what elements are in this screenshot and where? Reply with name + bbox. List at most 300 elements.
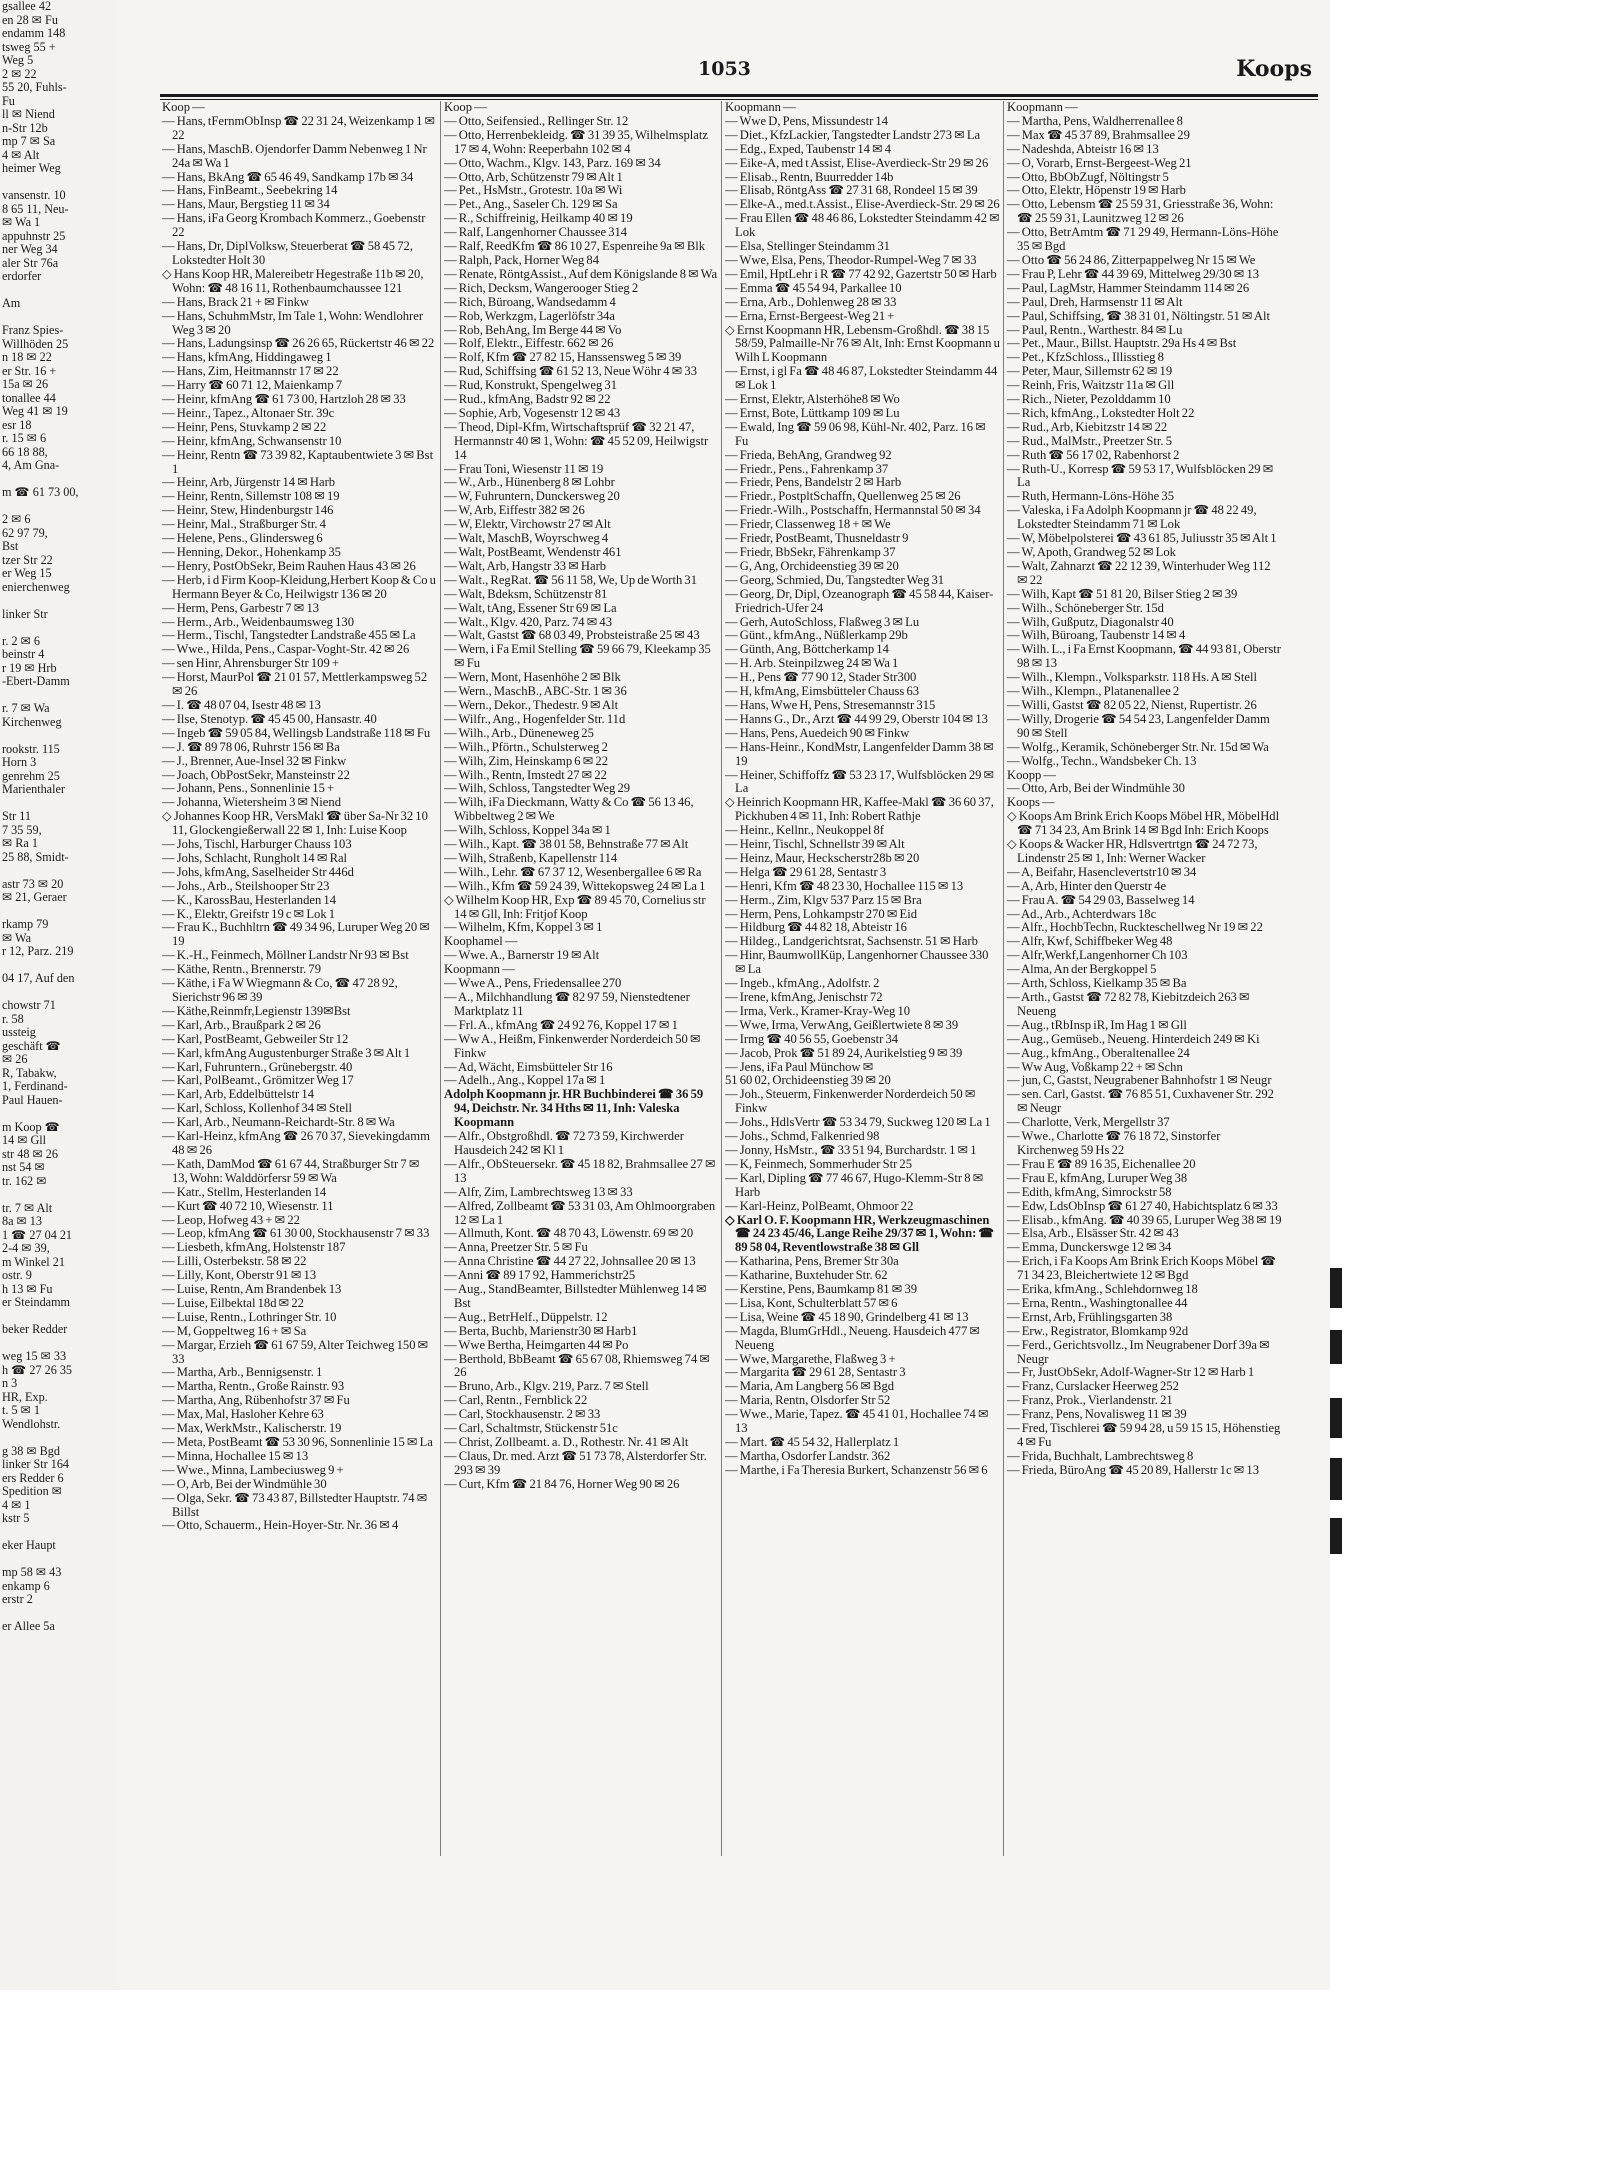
- directory-entry: — W, Apoth, Grandweg 52 ✉ Lok: [1007, 545, 1176, 559]
- directory-entry: — Christ, Zollbeamt. a. D., Rothestr. Nr. 41 ✉ Alt: [444, 1435, 689, 1449]
- directory-entry: — Walt, tAng, Essener Str 69 ✉ La: [444, 600, 617, 615]
- prev-page-fragment: beinstr 4: [2, 648, 45, 661]
- directory-entry: — Ruth, Hermann-Löns-Höhe 35: [1007, 489, 1174, 504]
- directory-entry: — Irene, kfmAng, Jenischstr 72: [725, 990, 883, 1004]
- directory-entry: — Walt, PostBeamt, Wendenstr 461: [444, 545, 622, 559]
- directory-entry: — Otto, Lebensm ☎ 25 59 31, Griesstraße 36, Wohn: ☎ 25 59 31, Launitzweg 12 ✉ 26: [1007, 197, 1274, 226]
- prev-page-fragment: ✉ 26: [2, 1053, 28, 1066]
- directory-entry: — Carl, Rentn., Fernblick 22: [444, 1393, 588, 1408]
- directory-entry: — Otto, Elektr, Höpenstr 19 ✉ Harb: [1007, 183, 1186, 198]
- prev-page-fragment: Spedition ✉: [2, 1485, 62, 1498]
- directory-entry: — Ralf, ReedKfm ☎ 86 10 27, Espenreihe 9a ✉ Blk: [444, 239, 706, 254]
- directory-entry: — K., KarossBau, Hesterlanden 14: [162, 892, 337, 907]
- directory-entry: — Karl-Heinz, PolBeamt, Ohmoor 22: [725, 1198, 914, 1213]
- directory-entry: — Jonny, HsMstr., ☎ 33 51 94, Burchardstr. 1 ✉ 1: [725, 1142, 977, 1157]
- directory-entry: — Arth, Schloss, Kielkamp 35 ✉ Ba: [1007, 976, 1187, 991]
- directory-entry: — Johann, Pens., Sonnenlinie 15 +: [162, 781, 335, 796]
- prev-page-fragment: endamm 148: [2, 27, 66, 40]
- directory-entry: — Hans, Brack 21 + ✉ Finkw: [162, 294, 310, 309]
- directory-entry: ◇ Karl O. F. Koopmann HR, Werkzeugmaschinen ☎ 24 23 45/46, Lange Reihe 29/37 ✉ 1, Wohn: ☎ 89 58 04, Reventlowstraße 38 ✉ Gll: [725, 1212, 995, 1255]
- directory-entry: — Katr., Stellm, Hesterlanden 14: [162, 1184, 327, 1199]
- directory-entry: — Rud, Konstrukt, Spengelweg 31: [444, 378, 618, 393]
- directory-entry: — Hans-Heinr., KondMstr, Langenfelder Damm 38 ✉ 19: [725, 739, 994, 768]
- directory-entry: — Friedr, Pens, Bandelstr 2 ✉ Harb: [725, 475, 902, 490]
- prev-page-fragment: r. 7 ✉ Wa: [2, 702, 50, 715]
- running-head: Koops: [1236, 56, 1312, 82]
- directory-entry: — Wern, Mont, Hasenhöhe 2 ✉ Blk: [444, 670, 621, 685]
- prev-page-fragment: 2-4 ✉ 39,: [2, 1242, 50, 1255]
- prev-page-fragment: n-Str 12b: [2, 121, 48, 135]
- prev-page-fragment: [0, 1431, 118, 1445]
- directory-entry: — Hans, Dr, DiplVolksw, Steuerberat ☎ 58 45 72, Lokstedter Holt 30: [162, 239, 413, 267]
- directory-entry: — Frau E, kfmAng, Luruper Weg 38: [1007, 1170, 1188, 1185]
- prev-page-fragment: erstr 2: [2, 1593, 33, 1606]
- directory-entry: — Max, WerkMstr., Kalischerstr. 19: [162, 1421, 342, 1436]
- directory-entry: — Olga, Sekr. ☎ 73 43 87, Billstedter Hauptstr. 74 ✉ Billst: [162, 1490, 428, 1519]
- directory-entry: — Mart. ☎ 45 54 32, Hallerplatz 1: [725, 1435, 900, 1449]
- prev-page-fragment: 2 ✉ 22: [2, 67, 37, 81]
- directory-entry: — Pet., Maur., Billst. Hauptstr. 29a Hs 4 ✉ Bst: [1007, 336, 1237, 351]
- prev-page-fragment: er Weg 15: [2, 567, 52, 580]
- directory-entry: — Paul, Dreh, Harmsenstr 11 ✉ Alt: [1007, 294, 1183, 309]
- directory-entry: — Lilli, Osterbekstr. 58 ✉ 22: [162, 1254, 307, 1269]
- directory-entry: — Georg, Schmied, Du, Tangstedter Weg 31: [725, 572, 945, 587]
- prev-page-fragment: [0, 176, 118, 190]
- directory-entry: — Willi, Gastst ☎ 82 05 22, Nienst, Rupertistr. 26: [1007, 697, 1257, 712]
- edge-thumb-tab: [1330, 1268, 1342, 1308]
- prev-page-fragment: aler Str 76a: [2, 256, 59, 270]
- prev-page-fragment: appuhnstr 25: [2, 229, 66, 243]
- directory-entry: ◇ Heinrich Koopmann HR, Kaffee-Makl ☎ 36 60 37, Pickhuben 4 ✉ 11, Inh: Robert Rathje: [725, 795, 994, 824]
- directory-entry: — Margar, Erzieh ☎ 61 67 59, Alter Teichweg 150 ✉ 33: [162, 1337, 429, 1366]
- directory-entry: — Wilh. L., i Fa Ernst Koopmann, ☎ 44 93 81, Oberstr 98 ✉ 13: [1007, 642, 1281, 671]
- directory-entry: — Frau K., Buchhltrn ☎ 49 34 96, Luruper Weg 20 ✉ 19: [162, 920, 430, 949]
- directory-entry: — Ewald, Ing ☎ 59 06 98, Kühl-Nr. 402, Parz. 16 ✉ Fu: [725, 419, 986, 448]
- directory-entry: — Henri, Kfm ☎ 48 23 30, Hochallee 115 ✉ 13: [725, 878, 964, 893]
- directory-entry: — Johs., HdlsVertr ☎ 53 34 79, Suckweg 120 ✉ La 1: [725, 1115, 991, 1130]
- edge-thumb-tab: [1330, 1330, 1342, 1364]
- directory-entry: — Rich, Decksm, Wangerooger Stieg 2: [444, 280, 639, 295]
- directory-entry: — Heinr, Tischl, Schnellstr 39 ✉ Alt: [725, 837, 905, 852]
- directory-entry: — Renate, RöntgAssist., Auf dem Königslande 8 ✉ Wa: [444, 266, 718, 281]
- directory-entry: ◇ Koops Am Brink Erich Koops Möbel HR, MöbelHdl ☎ 71 34 23, Am Brink 14 ✉ Bgd Inh: Erich Koops: [1007, 809, 1280, 838]
- directory-entry: — Allmuth, Kont. ☎ 48 70 43, Löwenstr. 69 ✉ 20: [444, 1226, 694, 1241]
- prev-page-fragment: r. 15 ✉ 6: [2, 432, 47, 445]
- directory-entry: — Alfr, Zim, Lambrechtsweg 13 ✉ 33: [444, 1184, 633, 1199]
- surname-heading: Koophamel —: [444, 934, 518, 949]
- directory-entry: — Ww Aug, Voßkamp 22 + ✉ Schn: [1007, 1059, 1183, 1074]
- column-divider: [1003, 101, 1004, 1856]
- directory-entry: — Elisab., kfmAng. ☎ 40 39 65, Luruper Weg 38 ✉ 19: [1007, 1212, 1282, 1227]
- directory-entry: — Alfr., ObSteuersekr. ☎ 45 18 82, Brahmsallee 27 ✉ 13: [444, 1156, 716, 1185]
- column-4: [1007, 101, 1282, 1971]
- directory-entry: — Pet., KfzSchloss., Illisstieg 8: [1007, 350, 1164, 365]
- directory-entry: — Wilh., Schöneberger Str. 15d: [1007, 600, 1164, 615]
- directory-entry: — Heiner, Schiffoffz ☎ 53 23 17, Wulfsblöcken 29 ✉ La: [725, 767, 995, 796]
- directory-entry: — Jacob, Prok ☎ 51 89 24, Aurikelstieg 9 ✉ 39: [725, 1045, 963, 1060]
- directory-entry: — Otto, Arb, Bei der Windmühle 30: [1007, 781, 1185, 796]
- directory-entry: — Friedr., PostpltSchaffn, Quellenweg 25 ✉ 26: [725, 489, 961, 504]
- directory-entry: — Wilh., Arb., Düneneweg 25: [444, 725, 594, 740]
- prev-page-fragment: Am: [2, 297, 21, 310]
- directory-entry: — Frau P, Lehr ☎ 44 39 69, Mittelweg 29/30 ✉ 13: [1007, 266, 1260, 281]
- prev-page-fragment: 4 ✉ 1: [2, 1498, 31, 1512]
- surname-heading: Koop —: [444, 101, 487, 114]
- header-rule-thick: [160, 94, 1318, 97]
- prev-page-fragment: tonallee 44: [2, 391, 56, 405]
- directory-entry: — Henry, PostObSekr, Beim Rauhen Haus 43 ✉ 26: [162, 558, 416, 573]
- directory-entry: — Irma, Verk., Kramer-Kray-Weg 10: [725, 1003, 911, 1018]
- directory-entry: — Johs, Tischl, Harburger Chauss 103: [162, 837, 352, 852]
- directory-entry: — Heinr, Rentn, Sillemstr 108 ✉ 19: [162, 489, 340, 504]
- directory-entry: — Rolf, Kfm ☎ 27 82 15, Hanssensweg 5 ✉ 39: [444, 350, 682, 365]
- prev-page-fragment: eker Haupt: [2, 1539, 56, 1552]
- directory-entry: — Wwe, Irma, VerwAng, Geißlertwiete 8 ✉ 39: [725, 1017, 959, 1032]
- directory-entry: — O, Arb, Bei der Windmühle 30: [162, 1476, 327, 1491]
- directory-entry: — Minna, Hochallee 15 ✉ 13: [162, 1448, 309, 1463]
- prev-page-fragment: [0, 284, 118, 298]
- directory-entry: — Lisa, Kont, Schulterblatt 57 ✉ 6: [725, 1295, 898, 1310]
- directory-entry: — Karl, PostBeamt, Gebweiler Str 12: [162, 1031, 349, 1046]
- directory-entry: — A, Arb, Hinter den Querstr 4e: [1007, 878, 1167, 893]
- directory-entry: — Wern., MaschB., ABC-Str. 1 ✉ 36: [444, 684, 627, 699]
- directory-entry: ◇ Johannes Koop HR, VersMakl ☎ über Sa-Nr 32 10 11, Glockengießerwall 22 ✉ 1, Inh: Luise Koop: [162, 809, 428, 838]
- directory-entry: — W, Fuhruntern, Dunckersweg 20: [444, 489, 620, 504]
- directory-entry: — Elisab., Rentn, Buurredder 14b: [725, 169, 894, 184]
- directory-entry: — Ilse, Stenotyp. ☎ 45 45 00, Hansastr. 40: [162, 711, 377, 726]
- directory-entry: — Liesbeth, kfmAng, Holstenstr 187: [162, 1240, 346, 1255]
- prev-page-fragment: ✉ 21, Geraer: [2, 891, 67, 904]
- directory-entry: — Anna, Preetzer Str. 5 ✉ Fu: [444, 1240, 588, 1255]
- directory-entry: — Otto, Wachm., Klgv. 143, Parz. 169 ✉ 34: [444, 155, 661, 170]
- directory-entry: — Emil, HptLehr i R ☎ 77 42 92, Gazertstr 50 ✉ Harb: [725, 266, 997, 281]
- directory-entry: — Hans, kfmAng, Hiddingaweg 1: [162, 350, 332, 365]
- directory-entry: — Herm, Pens, Garbestr 7 ✉ 13: [162, 600, 320, 615]
- directory-entry: — Hans, iFa Georg Krombach Kommerz., Goebenstr 22: [162, 211, 426, 240]
- directory-entry: — H., Pens ☎ 77 90 12, Stader Str300: [725, 670, 917, 685]
- directory-entry: — Alma, An der Bergkoppel 5: [1007, 962, 1157, 977]
- directory-entry: — Wwe., Charlotte ☎ 76 18 72, Sinstorfer Kirchenweg 59 Hs 22: [1007, 1129, 1221, 1157]
- edge-thumb-tab: [1330, 1518, 1342, 1554]
- prev-page-fragment: R, Tabakw,: [2, 1066, 57, 1080]
- directory-entry: — Arth., Gastst ☎ 72 82 78, Kiebitzdeich 263 ✉ Neueng: [1007, 990, 1250, 1018]
- prev-page-fragment: [0, 1188, 118, 1202]
- directory-entry: — Wern, i Fa Emil Stelling ☎ 59 66 79, Kleekamp 35 ✉ Fu: [444, 642, 711, 671]
- directory-entry: — Otto, BetrAmtm ☎ 71 29 49, Hermann-Löns-Höhe 35 ✉ Bgd: [1007, 225, 1279, 254]
- prev-page-fragment: str 48 ✉ 26: [2, 1147, 58, 1161]
- directory-entry: — Ralf, Langenhorner Chaussee 314: [444, 225, 628, 240]
- directory-entry: — Johs., Schmd, Falkenried 98: [725, 1129, 880, 1144]
- prev-page-fragment: Wendlohstr.: [2, 1417, 61, 1431]
- directory-entry: — Walt, Gastst ☎ 68 03 49, Probsteistraße 25 ✉ 43: [444, 628, 700, 643]
- directory-entry: — Luise, Rentn., Lothringer Str. 10: [162, 1309, 337, 1324]
- column-2: [444, 101, 719, 1971]
- directory-entry: — Frau E ☎ 89 16 35, Eichenallee 20: [1007, 1156, 1196, 1171]
- prev-page-fragment: 04 17, Auf den: [2, 972, 75, 985]
- prev-page-fragment: [0, 689, 118, 703]
- directory-entry: — Heinr, Rentn ☎ 73 39 82, Kaptaubentwiete 3 ✉ Bst 1: [162, 447, 434, 476]
- directory-entry: — Luise, Rentn, Am Brandenbek 13: [162, 1282, 342, 1297]
- prev-page-fragment: geschäft ☎: [2, 1039, 61, 1053]
- prev-page-fragment: beker Redder: [2, 1323, 68, 1336]
- directory-entry: — Johs, Schlacht, Rungholt 14 ✉ Ral: [162, 850, 348, 865]
- directory-entry: — Elisab, RöntgAss ☎ 27 31 68, Rondeel 15 ✉ 39: [725, 183, 978, 198]
- directory-entry: — Martha, Arb., Bennigsenstr. 1: [162, 1365, 323, 1380]
- directory-entry: — Maria, Am Langberg 56 ✉ Bgd: [725, 1379, 895, 1394]
- directory-entry: Adolph Koopmann jr. HR Buchbinderei ☎ 36 59 94, Deichstr. Nr. 34 Hths ✉ 11, Inh: Valeska Koopmann: [444, 1087, 704, 1130]
- directory-entry: — Ad., Arb., Achterdwars 18c: [1007, 906, 1157, 921]
- prev-page-fragment: n 18 ✉ 22: [2, 351, 52, 364]
- directory-entry: — Martha, Ang, Rübenhofstr 37 ✉ Fu: [162, 1393, 350, 1408]
- prev-page-fragment: [0, 864, 118, 878]
- directory-entry: — I. ☎ 48 07 04, Isestr 48 ✉ 13: [162, 697, 321, 712]
- directory-entry: — Herb, i d Firm Koop-Kleidung,Herbert Koop & Co u Hermann Beyer & Co, Heilwigstr 136 ✉ 20: [162, 572, 436, 601]
- prev-page-fragment: h 13 ✉ Fu: [2, 1282, 53, 1296]
- directory-entry: — Wilh., Pförtn., Schulsterweg 2: [444, 739, 608, 754]
- directory-entry: — Walt, Bdeksm, Schützenstr 81: [444, 586, 608, 601]
- directory-entry: — Rich., Nieter, Pezolddamm 10: [1007, 392, 1171, 407]
- prev-page-fragment: er Allee 5a: [2, 1620, 55, 1633]
- directory-entry: — Berta, Buchb, Marienstr30 ✉ Harb1: [444, 1323, 638, 1338]
- directory-entry: — Elsa, Stellinger Steindamm 31: [725, 239, 890, 254]
- directory-entry: — Herm, Pens, Lohkampstr 270 ✉ Eid: [725, 906, 918, 921]
- directory-entry: — Frau Ellen ☎ 48 46 86, Lokstedter Steindamm 42 ✉ Lok: [725, 211, 1000, 240]
- directory-entry: — Wwe, Elsa, Pens, Theodor-Rumpel-Weg 7 ✉ 33: [725, 252, 977, 267]
- directory-entry: — Alfr., Obstgroßhdl. ☎ 72 73 59, Kirchwerder Hausdeich 242 ✉ Kl 1: [444, 1129, 684, 1157]
- directory-entry: — Karl, Fuhruntern., Grünebergstr. 40: [162, 1059, 353, 1074]
- prev-page-fragment: r. 58: [2, 1012, 24, 1026]
- directory-entry: — Wilfr., Ang., Hogenfelder Str. 11d: [444, 711, 626, 726]
- directory-entry: — Friedr.-Wilh., Postschaffn, Hermannstal 50 ✉ 34: [725, 503, 981, 518]
- directory-entry: — Adelh., Ang., Koppel 17a ✉ 1: [444, 1073, 606, 1088]
- directory-entry: — Wwe., Minna, Lambeciusweg 9 +: [162, 1462, 344, 1477]
- prev-page-fragment: ✉ Wa: [2, 931, 31, 945]
- edge-thumb-tab: [1330, 1458, 1342, 1500]
- directory-entry: — Wwe., Hilda, Pens., Caspar-Voght-Str. 42 ✉ 26: [162, 642, 410, 657]
- directory-entry: ◇ Wilhelm Koop HR, Exp ☎ 89 45 70, Cornelius str 14 ✉ Gll, Inh: Fritjof Koop: [444, 892, 706, 921]
- directory-entry: — Frl. A., kfmAng ☎ 24 92 76, Koppel 17 ✉ 1: [444, 1017, 678, 1032]
- prev-page-fragment: h ☎ 27 26 35: [2, 1363, 73, 1377]
- directory-entry: — Wilh, Schloss, Koppel 34a ✉ 1: [444, 823, 611, 838]
- prev-page-fragment: t. 5 ✉ 1: [2, 1404, 40, 1417]
- directory-entry: — Claus, Dr. med. Arzt ☎ 51 73 78, Alsterdorfer Str. 293 ✉ 39: [444, 1448, 707, 1477]
- prev-page-fragment: 55 20, Fuhls-: [2, 81, 67, 94]
- directory-entry: — Harry ☎ 60 71 12, Maienkamp 7: [162, 378, 343, 393]
- column-1: [162, 101, 437, 1971]
- directory-entry: — Aug., kfmAng., Oberaltenallee 24: [1007, 1045, 1190, 1060]
- directory-entry: — Frieda, BehAng, Grandweg 92: [725, 447, 892, 462]
- directory-entry: — Ad, Wächt, Eimsbütteler Str 16: [444, 1059, 613, 1074]
- prev-page-fragment: tr. 7 ✉ Alt: [2, 1201, 53, 1215]
- directory-entry: — Jens, iFa Paul Münchow ✉: [725, 1059, 874, 1074]
- prev-page-fragment: [0, 621, 118, 635]
- column-divider: [440, 101, 441, 1856]
- prev-page-fragment: Fu: [2, 94, 15, 108]
- directory-entry: — Katharina, Pens, Bremer Str 30a: [725, 1254, 899, 1269]
- directory-entry: — Diet., KfzLackier, Tangstedter Landstr 273 ✉ La: [725, 127, 981, 142]
- directory-entry: — Hans, BkAng ☎ 65 46 49, Sandkamp 17b ✉ 34: [162, 169, 414, 184]
- directory-entry: — Otto, BbObZugf, Nöltingstr 5: [1007, 169, 1169, 184]
- directory-entry: — Erna, Rentn., Washingtonallee 44: [1007, 1295, 1188, 1310]
- directory-entry: — Martha, Pens, Waldherrenallee 8: [1007, 113, 1183, 128]
- directory-entry: — Bruno, Arb., Klgv. 219, Parz. 7 ✉ Stell: [444, 1379, 649, 1394]
- directory-entry: — Edg., Exped, Taubenstr 14 ✉ 4: [725, 141, 892, 156]
- directory-entry: — Ingeb., kfmAng., Adolfstr. 2: [725, 976, 880, 991]
- column-divider: [721, 101, 722, 1856]
- directory-entry: — Hans, SchuhmMstr, Im Tale 1, Wohn: Wendlohrer Weg 3 ✉ 20: [162, 308, 424, 337]
- directory-entry: — Carl, Schaltmstr, Stückenstr 51c: [444, 1421, 618, 1436]
- directory-entry: — K.-H., Feinmech, Möllner Landstr Nr 93 ✉ Bst: [162, 948, 409, 963]
- directory-entry: — Frau A. ☎ 54 29 03, Basselweg 14: [1007, 892, 1195, 907]
- prev-page-fragment: Willhöden 25: [2, 337, 69, 351]
- directory-entry: — Elsa, Arb., Elsässer Str. 42 ✉ 43: [1007, 1226, 1179, 1241]
- directory-entry: — Kath, DamMod ☎ 61 67 44, Straßburger Str 7 ✉ 13, Wohn: Walddörfersr 59 ✉ Wa: [162, 1156, 420, 1185]
- prev-page-fragment: astr 73 ✉ 20: [2, 877, 64, 891]
- prev-page-fragment: 8a ✉ 13: [2, 1215, 42, 1228]
- prev-page-fragment: mp 58 ✉ 43: [2, 1566, 62, 1579]
- directory-entry: — Berthold, BbBeamt ☎ 65 67 08, Rhiemsweg 74 ✉ 26: [444, 1351, 710, 1380]
- directory-entry: — Luise, Eilbektal 18d ✉ 22: [162, 1295, 304, 1310]
- directory-entry: — Karl, kfmAng Augustenburger Straße 3 ✉ Alt 1: [162, 1045, 411, 1060]
- directory-entry: — Alfr., HochbTechn, Ruckteschellweg Nr 19 ✉ 22: [1007, 920, 1263, 935]
- directory-entry: — Henning, Dekor., Hohenkamp 35: [162, 545, 341, 559]
- directory-entry: — Wilh, Kapt ☎ 51 81 20, Bilser Stieg 2 ✉ 39: [1007, 586, 1238, 601]
- prev-page-fragment: [0, 905, 118, 919]
- directory-entry: — Wolfg., Keramik, Schöneberger Str. Nr. 15d ✉ Wa: [1007, 739, 1269, 754]
- directory-entry: — K, Feinmech, Sommerhuder Str 25: [725, 1156, 913, 1171]
- directory-entry: — Heinz, Maur, Heckscherstr28b ✉ 20: [725, 850, 920, 865]
- prev-page-fragment: 14 ✉ Gll: [2, 1134, 47, 1147]
- prev-page-fragment: [0, 594, 118, 608]
- directory-entry: — Karl, Schloss, Kollenhof 34 ✉ Stell: [162, 1101, 352, 1116]
- prev-page-fragment: Paul Hauen-: [2, 1093, 63, 1107]
- directory-entry: — Hans, Zim, Heitmannstr 17 ✉ 22: [162, 364, 339, 379]
- surname-heading: Koopmann —: [725, 101, 796, 114]
- directory-entry: — Herm., Zim, Klgv 537 Parz 15 ✉ Bra: [725, 892, 922, 907]
- prev-page-fragment: Franz Spies-: [2, 324, 64, 337]
- prev-page-fragment: 1, Ferdinand-: [2, 1080, 68, 1093]
- directory-entry: — Hans, Ladungsinsp ☎ 26 26 65, Rückertstr 46 ✉ 22: [162, 336, 435, 351]
- directory-entry: — Wilh., Klempn., Volksparkstr. 118 Hs. A ✉ Stell: [1007, 670, 1257, 685]
- surname-heading: Koopmann —: [444, 962, 515, 977]
- directory-entry: — Ruth-U., Korresp ☎ 59 53 17, Wulfsblöcken 29 ✉ La: [1007, 461, 1274, 490]
- prev-page-fragment: Weg 5: [2, 54, 34, 67]
- directory-entry: — Ralph, Pack, Horner Weg 84: [444, 252, 599, 267]
- prev-page-fragment: 2 ✉ 6: [2, 513, 31, 526]
- directory-entry: — Ruth ☎ 56 17 02, Rabenhorst 2: [1007, 447, 1180, 462]
- directory-entry: — Wilh, Zim, Heinskamp 6 ✉ 22: [444, 753, 609, 768]
- prev-page-fragment: r 12, Parz. 219: [2, 945, 74, 958]
- directory-entry: — Erna, Ernst-Bergeest-Weg 21 +: [725, 308, 895, 323]
- directory-entry: — A., Milchhandlung ☎ 82 97 59, Nienstedtener Marktplatz 11: [444, 990, 690, 1018]
- directory-entry: — Franz, Curslacker Heerweg 252: [1007, 1379, 1179, 1394]
- directory-entry: — Irmg ☎ 40 56 55, Goebenstr 34: [725, 1031, 899, 1046]
- directory-entry: — Aug., StandBeamter, Billstedter Mühlenweg 14 ✉ Bst: [444, 1282, 707, 1310]
- directory-entry: — Walt., RegRat. ☎ 56 11 58, We, Up de Worth 31: [444, 572, 698, 587]
- directory-entry: — Max, Mal, Hasloher Kehre 63: [162, 1407, 324, 1422]
- prev-page-fragment: heimer Weg: [2, 162, 61, 175]
- directory-entry: — Fred, Tischlerei ☎ 59 94 28, u 59 15 15, Höhenstieg 4 ✉ Fu: [1007, 1421, 1281, 1449]
- directory-entry: — Eike-A, med t Assist, Elise-Averdieck-Str 29 ✉ 26: [725, 155, 989, 170]
- surname-heading: Koopp —: [1007, 767, 1057, 782]
- directory-entry: — Ferd., Gerichtsvollz., Im Neugrabener Dorf 39a ✉ Neugr: [1007, 1337, 1270, 1366]
- directory-entry: — Marthe, i Fa Theresia Burkert, Schanzenstr 56 ✉ 6: [725, 1462, 988, 1477]
- directory-entry: — Franz, Prok., Vierlandenstr. 21: [1007, 1393, 1173, 1408]
- prev-page-fragment: m ☎ 61 73 00,: [2, 486, 79, 499]
- directory-entry: — H, kfmAng, Eimsbütteler Chauss 63: [725, 684, 920, 699]
- prev-page-fragment: HR, Exp.: [2, 1390, 48, 1404]
- directory-entry: — Heinr, kfmAng ☎ 61 73 00, Hartzloh 28 ✉ 33: [162, 392, 406, 407]
- directory-entry: — Otto ☎ 56 24 86, Zitterpappelweg Nr 15 ✉ We: [1007, 252, 1256, 267]
- directory-entry: — Hans, Wwe H, Pens, Stresemannstr 315: [725, 697, 936, 712]
- directory-entry: — Johs., Arb., Steilshooper Str 23: [162, 878, 330, 893]
- directory-entry: — Helene, Pens., Glindersweg 6: [162, 531, 323, 546]
- directory-entry: — Kurt ☎ 40 72 10, Wiesenstr. 11: [162, 1198, 334, 1213]
- directory-entry: — Wwe, Margarethe, Flaßweg 3 +: [725, 1351, 896, 1366]
- edge-thumb-tab: [1330, 1398, 1342, 1438]
- directory-entry: — Magda, BlumGrHdl., Neueng. Hausdeich 477 ✉ Neueng: [725, 1323, 980, 1352]
- directory-entry: — J. ☎ 89 78 06, Ruhrstr 156 ✉ Ba: [162, 739, 340, 754]
- directory-entry: — Wilh, iFa Dieckmann, Watty & Co ☎ 56 13 46, Wibbeltweg 2 ✉ We: [444, 795, 694, 824]
- directory-entry: — Franz, Pens, Novalisweg 11 ✉ 39: [1007, 1407, 1187, 1422]
- directory-entry: — Erw., Registrator, Blomkamp 92d: [1007, 1323, 1189, 1338]
- prev-page-fragment: ostr. 9: [2, 1269, 32, 1282]
- directory-entry: — Hinr, BaumwollKüp, Langenhorner Chaussee 330 ✉ La: [725, 948, 989, 977]
- directory-entry: — Valeska, i Fa Adolph Koopmann jr ☎ 48 22 49, Lokstedter Steindamm 71 ✉ Lok: [1007, 503, 1257, 532]
- prev-page-fragment: er Steindamm: [2, 1296, 71, 1309]
- directory-entry: — Hildburg ☎ 44 82 18, Abteistr 16: [725, 920, 907, 935]
- directory-entry: — Erich, i Fa Koops Am Brink Erich Koops Möbel ☎ 71 34 23, Bleichertwiete 12 ✉ Bgd: [1007, 1254, 1277, 1283]
- directory-entry: — Aug., Gemüseb., Neueng. Hinterdeich 249 ✉ Ki: [1007, 1031, 1260, 1046]
- directory-entry: — Martha, Rentn., Große Rainstr. 93: [162, 1379, 345, 1394]
- directory-entry: — Heinr, Pens, Stuvkamp 2 ✉ 22: [162, 419, 327, 434]
- prev-page-fragment: [0, 986, 118, 1000]
- directory-entry: — Wilh, Straßenb, Kapellenstr 114: [444, 850, 618, 865]
- directory-entry: — Rob, Werkzgm, Lagerlöfstr 34a: [444, 308, 616, 323]
- directory-entry: — Rob, BehAng, Im Berge 44 ✉ Vo: [444, 322, 622, 337]
- directory-entry: — Friedr, Classenweg 18 + ✉ We: [725, 517, 891, 532]
- directory-entry: — Peter, Maur, Sillemstr 62 ✉ 19: [1007, 364, 1173, 379]
- directory-entry: — Hanns G., Dr., Arzt ☎ 44 99 29, Oberstr 104 ✉ 13: [725, 711, 988, 726]
- directory-entry: — Erika, kfmAng., Schlehdornweg 18: [1007, 1282, 1198, 1297]
- prev-page-fragment: [0, 797, 118, 811]
- prev-page-fragment: [0, 500, 118, 514]
- prev-page-fragment: linker Str 164: [2, 1458, 70, 1471]
- directory-entry: — Wwe. A., Barnerstr 19 ✉ Alt: [444, 948, 600, 963]
- prev-page-fragment: g 38 ✉ Bgd: [2, 1444, 60, 1458]
- directory-entry: — Paul, LagMstr, Hammer Steindamm 114 ✉ 26: [1007, 280, 1250, 295]
- prev-page-fragment: vansenstr. 10: [2, 189, 66, 202]
- directory-entry: — Wilh., Kfm ☎ 59 24 39, Wittekopsweg 24 ✉ La 1: [444, 878, 706, 893]
- directory-entry: — Meta, PostBeamt ☎ 53 30 96, Sonnenlinie 15 ✉ La: [162, 1435, 433, 1449]
- directory-entry: — Margarita ☎ 29 61 28, Sentastr 3: [725, 1365, 906, 1380]
- directory-entry: — Friedr., Pens., Fahrenkamp 37: [725, 461, 889, 476]
- directory-entry: — Karl, Arb., Neumann-Reichardt-Str. 8 ✉ Wa: [162, 1115, 395, 1130]
- directory-entry: — Ernst, Bote, Lüttkamp 109 ✉ Lu: [725, 405, 900, 420]
- directory-entry: — Heinr., Kellnr., Neukoppel 8f: [725, 823, 884, 838]
- directory-entry: — W, Möbelpolsterei ☎ 43 61 85, Juliusstr 35 ✉ Alt 1: [1007, 531, 1277, 546]
- prev-page-fragment: rookstr. 115: [2, 742, 60, 756]
- directory-entry: — Georg, Dr, Dipl, Ozeanograph ☎ 45 58 44, Kaiser-Friedrich-Ufer 24: [725, 586, 994, 615]
- directory-entry: — Kerstine, Pens, Baumkamp 81 ✉ 39: [725, 1282, 918, 1297]
- prev-page-fragment: 4, Am Gna-: [2, 459, 60, 472]
- directory-entry: — sen. Carl, Gastst. ☎ 76 85 51, Cuxhavener Str. 292 ✉ Neugr: [1007, 1087, 1274, 1116]
- directory-entry: — Wilh, Büroang, Taubenstr 14 ✉ 4: [1007, 628, 1186, 643]
- directory-entry: — Maria, Rentn, Olsdorfer Str 52: [725, 1393, 891, 1408]
- directory-entry: — Gerh, AutoSchloss, Flaßweg 3 ✉ Lu: [725, 614, 920, 629]
- directory-entry: — Ernst, Elektr, Alsterhöhe8 ✉ Wo: [725, 392, 900, 407]
- directory-entry: — Ernst, i gl Fa ☎ 48 46 87, Lokstedter Steindamm 44 ✉ Lok 1: [725, 364, 998, 393]
